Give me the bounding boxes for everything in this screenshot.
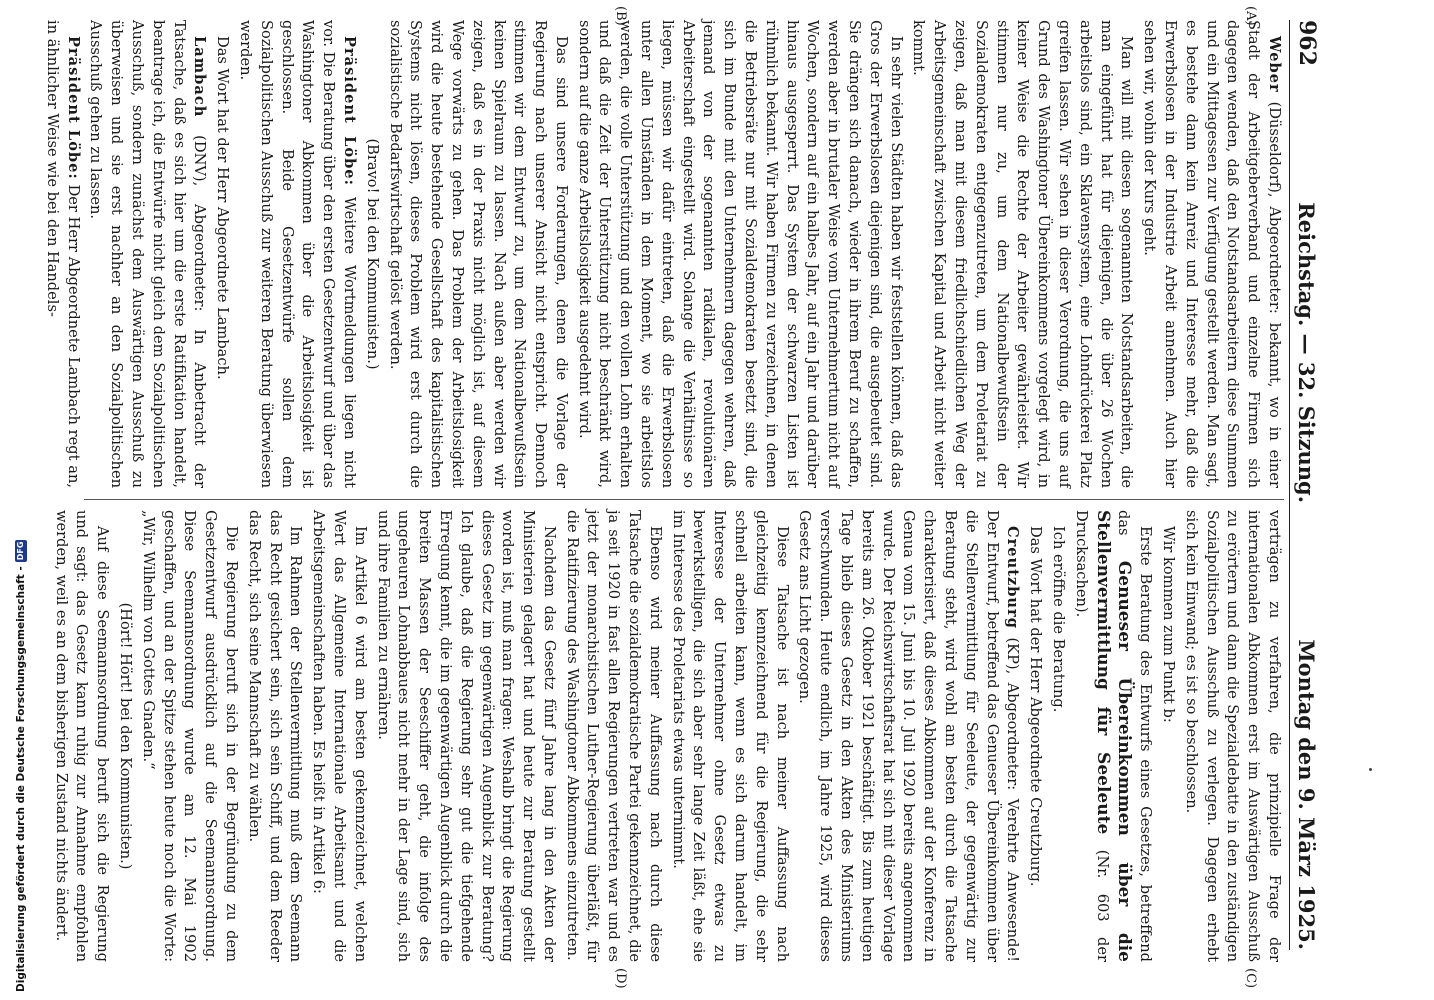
paragraph	[41, 20, 83, 488]
paragraph	[1024, 510, 1045, 962]
column-divider	[84, 499, 1284, 500]
paragraph-text: Im Artikel 6 wird am besten gekennzeichnet, welchen Wert das Allgemeine Internationale Arbeitsamt und die Arbeitsgemeinschaften haben. Es heißt in Artikel 6:	[310, 510, 369, 962]
paragraph	[85, 20, 210, 488]
margin-mark-b: (B)	[613, 6, 628, 26]
speaker-name: Präsident Löbe:	[340, 36, 358, 186]
speech-text: Weitere Wortmeldungen liegen nicht vor. Die Beratung über den ersten Gesetzentwurf und über das Washingtoner Abkommen über die Arbeitslosigkeit ist geschlossen. Beide Gesetzentwürfe sollen dem Sozialpolitischen Ausschuß zur weiteren Beratung überwiesen werden.	[236, 20, 358, 488]
paragraph-text: Ebenso wird meiner Auffassung nach durch diese Tatsache die sozialdemokratische Partei gekennzeichnet, die ja seit 1920 in fast allen Regierungen vertreten war und es jetzt der monarchistischen Luther-Regierung überläßt, für die Ratifizierung des Washingtoner Abkommens einzutreten.	[563, 510, 664, 962]
speaker-name: Lambach	[191, 36, 209, 118]
speaker-name: Creutzburg	[1004, 526, 1022, 629]
paragraph-text: In sehr vielen Städten haben wir feststellen können, daß das Gros der Erwerbslosen diejenigen sind, die ausgebeutet sind. Sie drängen sich danach, wieder in ihrem Beruf zu schaffen, werden aber in brutaler Weise vom Unternehmertum nicht auf Wochen, sondern auf ein halbes Jahr, auf ein Jahr und darüber hinaus ausgesperrt. Das System der schwarzen Listen ist rühmlich bekannt. Wir haben Firmen zu verzeichnen, in denen die Betriebsräte nur mit Sozialdemokraten besetzt sind, die sich im Bunde mit den Unternehmern dagegen wehren, daß jemand von der sogenannten radikalen, revolutionären Arbeiterschaft eingestellt wird. Solange die Verhältnisse so liegen, müssen wir dafür eintreten, daß die Erwerbslosen unter allen Umständen in dem Moment, wo sie arbeitslos werden, die volle Unterstützung und den vollen Lohn erhalten und daß die Zeit der Unterstützung nicht beschränkt wird, sondern auf die ganze Arbeitslosigkeit ausgedehnt wird.	[575, 20, 905, 488]
scan-speck	[1369, 768, 1372, 771]
speaker-name: Präsident Löbe:	[64, 36, 82, 180]
page-number: 962	[1294, 20, 1320, 66]
left-column	[43, 20, 1284, 488]
paragraph	[794, 510, 1023, 962]
paragraph: (Bravo! bei den Kommunisten.)	[363, 138, 381, 370]
speech-text: (Düsseldorf), Abgeordneter: bekannt, wo in einer Stadt der Arbeitgeberverband und einzelne Firmen sich dagegen wenden, daß den Notstandsarbeitern diese Summen und ein Mittagessen zur Verfügung gestellt werden. Man sagt, es bestehe dann kein Anreiz und Interesse mehr, daß die Erwerbslosen in der Industrie Arbeit annehmen. Auch hier sehen wir, wohin der Kurs geht.	[1141, 20, 1283, 488]
page-header	[1289, 20, 1324, 950]
paragraph-text: (Nr. 603 der Drucksachen).	[1072, 510, 1111, 962]
paragraph	[1047, 510, 1068, 962]
paragraph: verträgen zu verfahren, die prinzipielle Frage der internationalen Abkommen erst im Auswärtigen Ausschuß zu erörtern und dann die Spezialdebatte in den zuständigen Sozialpolitischen Ausschuß zu verlegen. Dagegen erhebt sich kein Einwand; es ist so beschlossen.	[1182, 510, 1283, 962]
header-date: Montag den 9. März 1925.	[1294, 639, 1320, 950]
paragraph	[234, 20, 359, 488]
paragraph	[137, 510, 241, 962]
paragraph	[384, 20, 571, 488]
paragraph	[1070, 510, 1155, 962]
paragraph-text: Das Wort hat der Herr Abgeordnete Creutzburg.	[1027, 526, 1045, 887]
credit-text: Digitalisierung gefördert durch die Deutsche Forschungsgemeinschaft -	[15, 566, 27, 992]
paragraph	[1138, 20, 1284, 488]
paragraph-text: Diese Tatsache ist nach meiner Auffassung nach gleichzeitig kennzeichnend für die Regierung, die sehr schnell arbeiten kann, wenn es sich darum handelt, im Interesse der Unternehmer ohne Gesetz etwas zu bewerkstelligen, die sich aber sehr lange Zeit läßt, ehe sie im Interesse des Proletariats etwas unternimmt.	[669, 510, 791, 962]
speech-text: (KP), Abgeordneter: Verehrte Anwesende! Der Entwurf, betreffend das Genueser Übereinkommen über die Stellenvermittlung für Seeleute, der gegenwärtig zur Beratung steht, wird wohl am besten durch die Tatsache charakterisiert, daß dieses Abkommen auf der Konferenz in Genua vom 15. Juni bis 10. Juli 1920 bereits angenommen wurde. Der Reichswirtschaftsrat hat sich mit dieser Vorlage bereits am 26. Oktober 1921 beschäftigt. Bis zum heutigen Tage blieb dieses Gesetz in den Akten des Ministeriums verschwunden. Heute endlich, im Jahre 1925, wird dieses Gesetz ans Licht gezogen.	[796, 510, 1022, 962]
header-title: Reichstag. — 32. Sitzung.	[1294, 202, 1320, 504]
paragraph	[50, 510, 112, 962]
right-column	[52, 510, 1284, 962]
paragraph-text: Man will mit diesen sogenannten Notstandsarbeiten, die man eingeführt hat für diejenigen, die über 26 Wochen arbeitslos sind, ein Sklavensystem, eine Lohndrückerei Platz greifen lassen. Wir sehen in dieser Verordnung, die uns auf Grund des Washingtoner Übereinkommens vorgelegt wird, in keiner Weise die Rechte der Arbeiter gewährleistet. Wir stimmen nur zu, um dem Nationalbewußtsein der Sozialdemokraten entgegenzutreten, um dem Proletariat zu zeigen, daß man mit diesem friedlichschiedlichen Weg der Arbeitsgemeinschaft zwischen Kapital und Arbeit nicht weiter kommt.	[910, 20, 1136, 488]
paragraph	[908, 20, 1137, 488]
speech-text: Der Herr Abgeordnete Lambach regt an, in ähnlicher Weise wie bei den Handels-	[43, 20, 82, 488]
paragraph-text: Nachdem das Gesetz fünf Jahre lang in den Akten der Ministerien gelagert hat und heute zur Beratung gestellt worden ist, muß man fragen: Weshalb bringt die Regierung dieses Gesetz im gegenwärtigen Augenblick zur Beratung? Ich glaube, daß die Regierung sehr gut die tiefgehende Erregung kennt, die im gegenwärtigen Augenblick durch die breiten Massen der Seeschiffer geht, die infolge des ungeheuren Lohnabbaues nicht mehr in der Lage sind, sich und ihre Familien zu ernähren.	[374, 510, 558, 962]
paragraph-text: Auf diese Seemannsordnung beruft sich die Regierung und sagt: das Gesetz kann ruhig zur Annahme empfohlen werden, weil es an dem bisherigen Zustand nichts ändert.	[52, 510, 112, 962]
margin-mark-a: (A)	[1243, 6, 1258, 26]
dfg-logo: DFG	[16, 541, 25, 561]
paragraph	[573, 20, 906, 488]
paragraph	[1157, 510, 1178, 962]
paragraph	[243, 510, 305, 962]
margin-mark-c: (C)	[1243, 968, 1258, 989]
paragraph-text: Das sind unsere Forderungen, denen die Vorlage der Regierung nach unserer Ansicht nicht entspricht. Dennoch stimmen wir dem Entwurf zu, um dem Nationalbewußtsein keinen Spielraum zu lassen. Nach außen aber werden wir zeigen, daß es in der Praxis nicht möglich ist, auf diesem Wege vorwärts zu gehen. Das Problem der Arbeitslosigkeit wird die heute bestehende Gesellschaft des kapitalistischen Systems nicht lösen, dieses Problem wird erst durch die sozialistische Bedarfswirtschaft gelöst werden.	[386, 20, 570, 488]
paragraph-text: Im Rahmen der Stellenvermittlung muß dem Seemann das Recht gesichert sein, sich sein Schiff, und dem Reeder das Recht, sich seine Mannschaft zu wählen.	[245, 510, 305, 962]
speaker-name: Weber	[1266, 36, 1283, 93]
paragraph: (Hört! Hört! bei den Kommunisten.)	[116, 602, 134, 870]
digitization-credit	[0, 2, 27, 992]
paragraph	[372, 510, 559, 962]
paragraph	[307, 510, 369, 962]
margin-mark-d: (D)	[613, 968, 628, 989]
paragraph	[667, 510, 792, 962]
speech-text: (DNV), Abgeordneter: In Anbetracht der Tatsache, daß es sich hier um die erste Ratifikation handelt, beantrage ich, die Entwürfe nicht gleich dem Sozialpolitischen Ausschuß, sondern zunächst dem Auswärtigen Ausschuß zu überweisen und sie erst nachher an den Sozialpolitischen Ausschuß gehen zu lassen.	[87, 20, 209, 488]
paragraph	[211, 20, 232, 488]
emphasized-title: Genueser Übereinkommen über die Stellenvermittlung für Seeleute	[1092, 510, 1135, 962]
paragraph-text: Die Regierung beruft sich in der Begründung zu dem Gesetzentwurf ausdrücklich auf die Seemannsordnung. Diese Seemannsordnung wurde am 12. Mai 1902 geschaffen, und an der Spitze stehen heute noch die Worte: „Wir, Wilhelm von Gottes Gnaden.“	[139, 510, 240, 962]
paragraph-text: Das Wort hat der Herr Abgeordnete Lambach.	[214, 36, 232, 380]
paragraph-text: Ich eröffne die Beratung.	[1050, 526, 1068, 713]
paragraph	[561, 510, 665, 962]
paragraph-text: Erste Beratung des Entwurfs eines Gesetzes, betreffend das	[1115, 510, 1155, 962]
paragraph-text: Wir kommen zum Punkt b:	[1160, 526, 1178, 723]
